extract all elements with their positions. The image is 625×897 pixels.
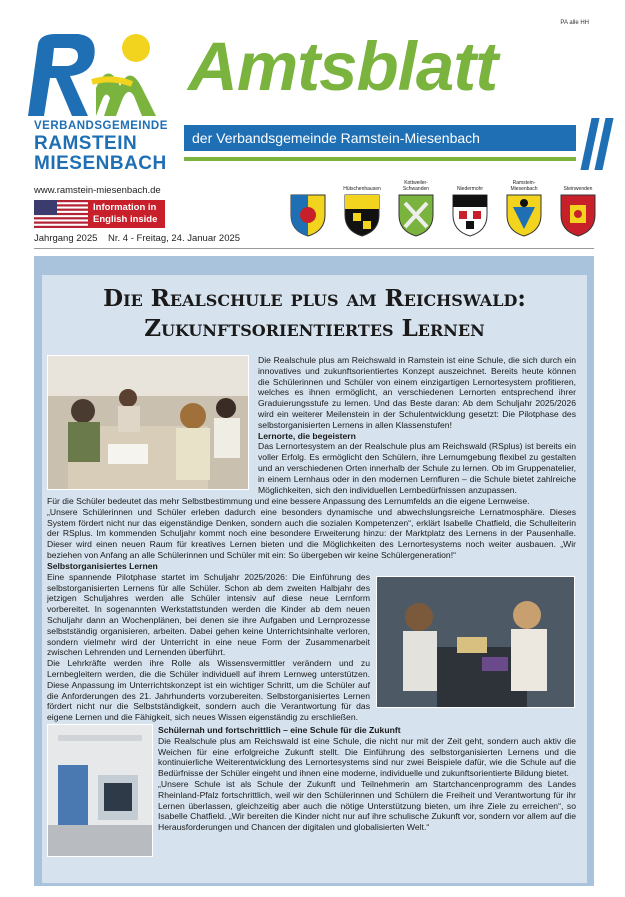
article-column-zukunft	[158, 725, 576, 833]
coat-of-arms-verbandsgemeinde-icon	[289, 193, 327, 237]
masthead-divider	[184, 157, 576, 161]
crest-label: Kottweiler-Schwanden	[402, 180, 430, 192]
paragraph-quote-chatfield: „Unsere Schülerinnen und Schüler erleben dadurch eine besonders dynamische und abwechslungsreiche Lernatmosphäre. Dieses System fördert nicht nur das eigenständige Denken, sondern auch die sozialen Kompetenzen“, erklärt Isabelle Chatfield, die Schulleiterin der RSplus. Im kommenden Schuljahr kommt noch eine besondere Erweiterung hinzu: der Marktplatz des Lernens in der Pausenhalle. Dieser wird einen neuen Raum für kreatives Lernen bieten und die Möglichkeiten des Lernortesystems noch weiter ausbauen. „Wir beziehen von Anfang an alle Schülerinnen und Schüler mit ein: So übergeben wir keine Schülergeneration!“	[47, 506, 576, 560]
crest-item	[501, 180, 547, 237]
crest-item	[285, 180, 331, 237]
coat-of-arms-steinwenden-icon	[559, 193, 597, 237]
org-name-line2: RAMSTEIN	[34, 133, 138, 154]
org-name-line1: VERBANDSGEMEINDE	[34, 120, 168, 132]
classroom-photo	[47, 355, 249, 490]
masthead-subtitle: der Verbandsgemeinde Ramstein-Miesenbach	[184, 125, 576, 151]
crest-item	[393, 180, 439, 237]
paragraph-pilotphase: Eine spannende Pilotphase startet im Schuljahr 2025/2026: Die Einführung des selbstorganisierten Lernens für alle Schüler. Schon ab dem zweiten Halbjahr des jetzigen Schuljahres werden alle Schüler intensiv auf diese neue Lernform vorbereitet. In sogenannten Werkstattstunden werden die Kinder ab dem neuen Schuljahr dann an Wochenplänen, bei denen sie ihre Aufgaben und Lernprozesse selbstständig organisieren, arbeiten. Dabei gehen keine Unterrichtsinhalte verloren, sondern vielmehr wird der Unterricht in eine neue Form der Zusammenarbeit zwischen Lehrenden und Lernenden überführt.	[47, 571, 370, 658]
paragraph-lehrkraefte: Die Lehrkräfte werden ihre Rolle als Wissensvermittler verändern und zu Lernbegleitern werden, die die Schüler individuell auf ihrem Lernweg unterstützen. Diese Anpassung im Unterrichtskonzept ist ein wichtiger Schritt, um die Schüler auf die Anforderungen des 21. Jahrhunderts vorzubereiten. Selbstorganisiertes Lernen fördert nicht nur die Selbstständigkeit, sondern auch die Verantwortung für das eigene Lernen und die Fähigkeit, sich neues Wissen eigenständig zu erschließen.	[47, 658, 370, 723]
subheading-zukunft: Schülernah und fortschrittlich – eine Schule für die Zukunft	[158, 725, 401, 735]
distribution-note: PA alle HH	[560, 20, 589, 26]
header-rule	[34, 248, 594, 249]
article-headline	[42, 284, 587, 344]
subheading-lernorte: Lernorte, die begeistern	[258, 430, 356, 441]
crest-item	[555, 180, 601, 237]
english-info-badge[interactable]	[34, 200, 165, 228]
students-reading-photo-image	[377, 577, 574, 707]
crest-label	[285, 180, 331, 192]
coat-of-arms-kottweiler-schwanden-icon	[397, 193, 435, 237]
headline-line1: Die Realschule plus am Reichswald:	[103, 285, 526, 312]
paragraph-quote-startchancen: „Unsere Schule ist als Schule der Zukunft und Teilnehmerin am Startchancenprogramm des Landes Rheinland-Pfalz fortschrittlich, weil wir den Schülerinnen und Schülern die Freiheit und Verantwortung für ihr Lernen überlassen, gleichzeitig aber auch die nötige Unterstützung bieten, um ihre Ziele zu erreichen“, so Isabelle Chatfield. „Wir bereiten die Kinder nicht nur auf ihre schulische Zukunft vor, sondern vor allem auf die Herausforderungen und Chancen der digitalen und globalisierten Welt.“	[158, 778, 576, 833]
issue-number-date: Nr. 4 - Freitag, 24. Januar 2025	[108, 233, 241, 244]
school-hallway-photo-image	[48, 725, 152, 856]
intro-paragraph: Die Realschule plus am Reichswald in Ramstein ist eine Schule, die sich durch ein innovatives und zukunftsorientiertes Konzept auszeichnet. Bereits heute können die Schülerinnen und Schüler von einem einzigartigen Lernortesystem profitieren, welches es ihnen ermöglicht, an verschiedenen Lernorten entsprechend ihrer Graduierungsstufe zu lernen. Und das Beste daran: Ab dem Schuljahr 2025/2026 wird ein weiterer Meilenstein in der Schulentwicklung gesetzt: Die Pilotphase des selbstorganisierten Lernens in allen Klassenstufen!	[258, 355, 576, 430]
coat-of-arms-niedermohr-icon	[451, 193, 489, 237]
article-column-selbstorganisiert	[47, 561, 370, 723]
article-column-intro	[258, 355, 576, 495]
article-fullwidth-block	[47, 496, 576, 561]
masthead-title: Amtsblatt	[188, 28, 498, 105]
crest-label: Hütschenhausen	[343, 186, 381, 192]
paragraph-lernorte: Das Lernortesystem an der Realschule plus am Reichswald (RSplus) ist bereits ein voller Erfolg. Es ermöglicht den Schülern, ihre Lernumgebung flexibel zu gestalten und an verschiedenen Orten innerhalb der Schule zu lernen. Ob im Gruppenatelier, in einem Lernhaus oder in den modernen Lernfluren – die Schule bietet zahlreiche Möglichkeiten, sich den individuellen Lernbedürfnissen anzupassen.	[258, 441, 576, 495]
municipality-logo-icon	[16, 30, 166, 118]
crest-item	[339, 180, 385, 237]
crest-row	[285, 180, 605, 244]
crest-label: Niedermohr	[456, 186, 484, 192]
org-name-line3: MIESENBACH	[34, 153, 167, 174]
paragraph-selbstbestimmung: Für die Schüler bedeutet das mehr Selbstbestimmung und eine bessere Anpassung des Lernumfelds an die eigene Lernweise.	[47, 496, 530, 506]
crest-label: Ramstein-Miesenbach	[510, 180, 538, 192]
issue-year: Jahrgang 2025	[34, 233, 98, 244]
crest-label: Steinwenden	[563, 186, 593, 192]
coat-of-arms-ramstein-miesenbach-icon	[505, 193, 543, 237]
students-reading-photo	[376, 576, 575, 708]
issue-info	[34, 233, 240, 244]
subheading-selbstorganisiert: Selbstorganisiertes Lernen	[47, 561, 158, 571]
us-flag-icon	[34, 200, 88, 228]
school-hallway-photo	[47, 724, 153, 857]
paragraph-zukunft: Die Realschule plus am Reichswald ist eine Schule, die nicht nur mit der Zeit geht, sondern auch aktiv die Weichen für eine erfolgreiche Zukunft stellt. Die Einführung des selbstorganisierten Lernens und die kontinuierliche Weiterentwicklung des Lernortesystems sind nur zwei Beispiele dafür, wie die Schule auf die Bedürfnisse der Schüler eingeht und ihnen eine moderne, individuelle und zukunftsorientierte Bildung bietet.	[158, 735, 576, 779]
classroom-photo-image	[48, 356, 248, 489]
website-link[interactable]: www.ramstein-miesenbach.de	[34, 185, 161, 196]
coat-of-arms-huetschenhausen-icon	[343, 193, 381, 237]
headline-line2: Zukunftsorientiertes Lernen	[144, 315, 485, 342]
english-info-text: Information in English inside	[88, 200, 165, 228]
crest-item	[447, 180, 493, 237]
